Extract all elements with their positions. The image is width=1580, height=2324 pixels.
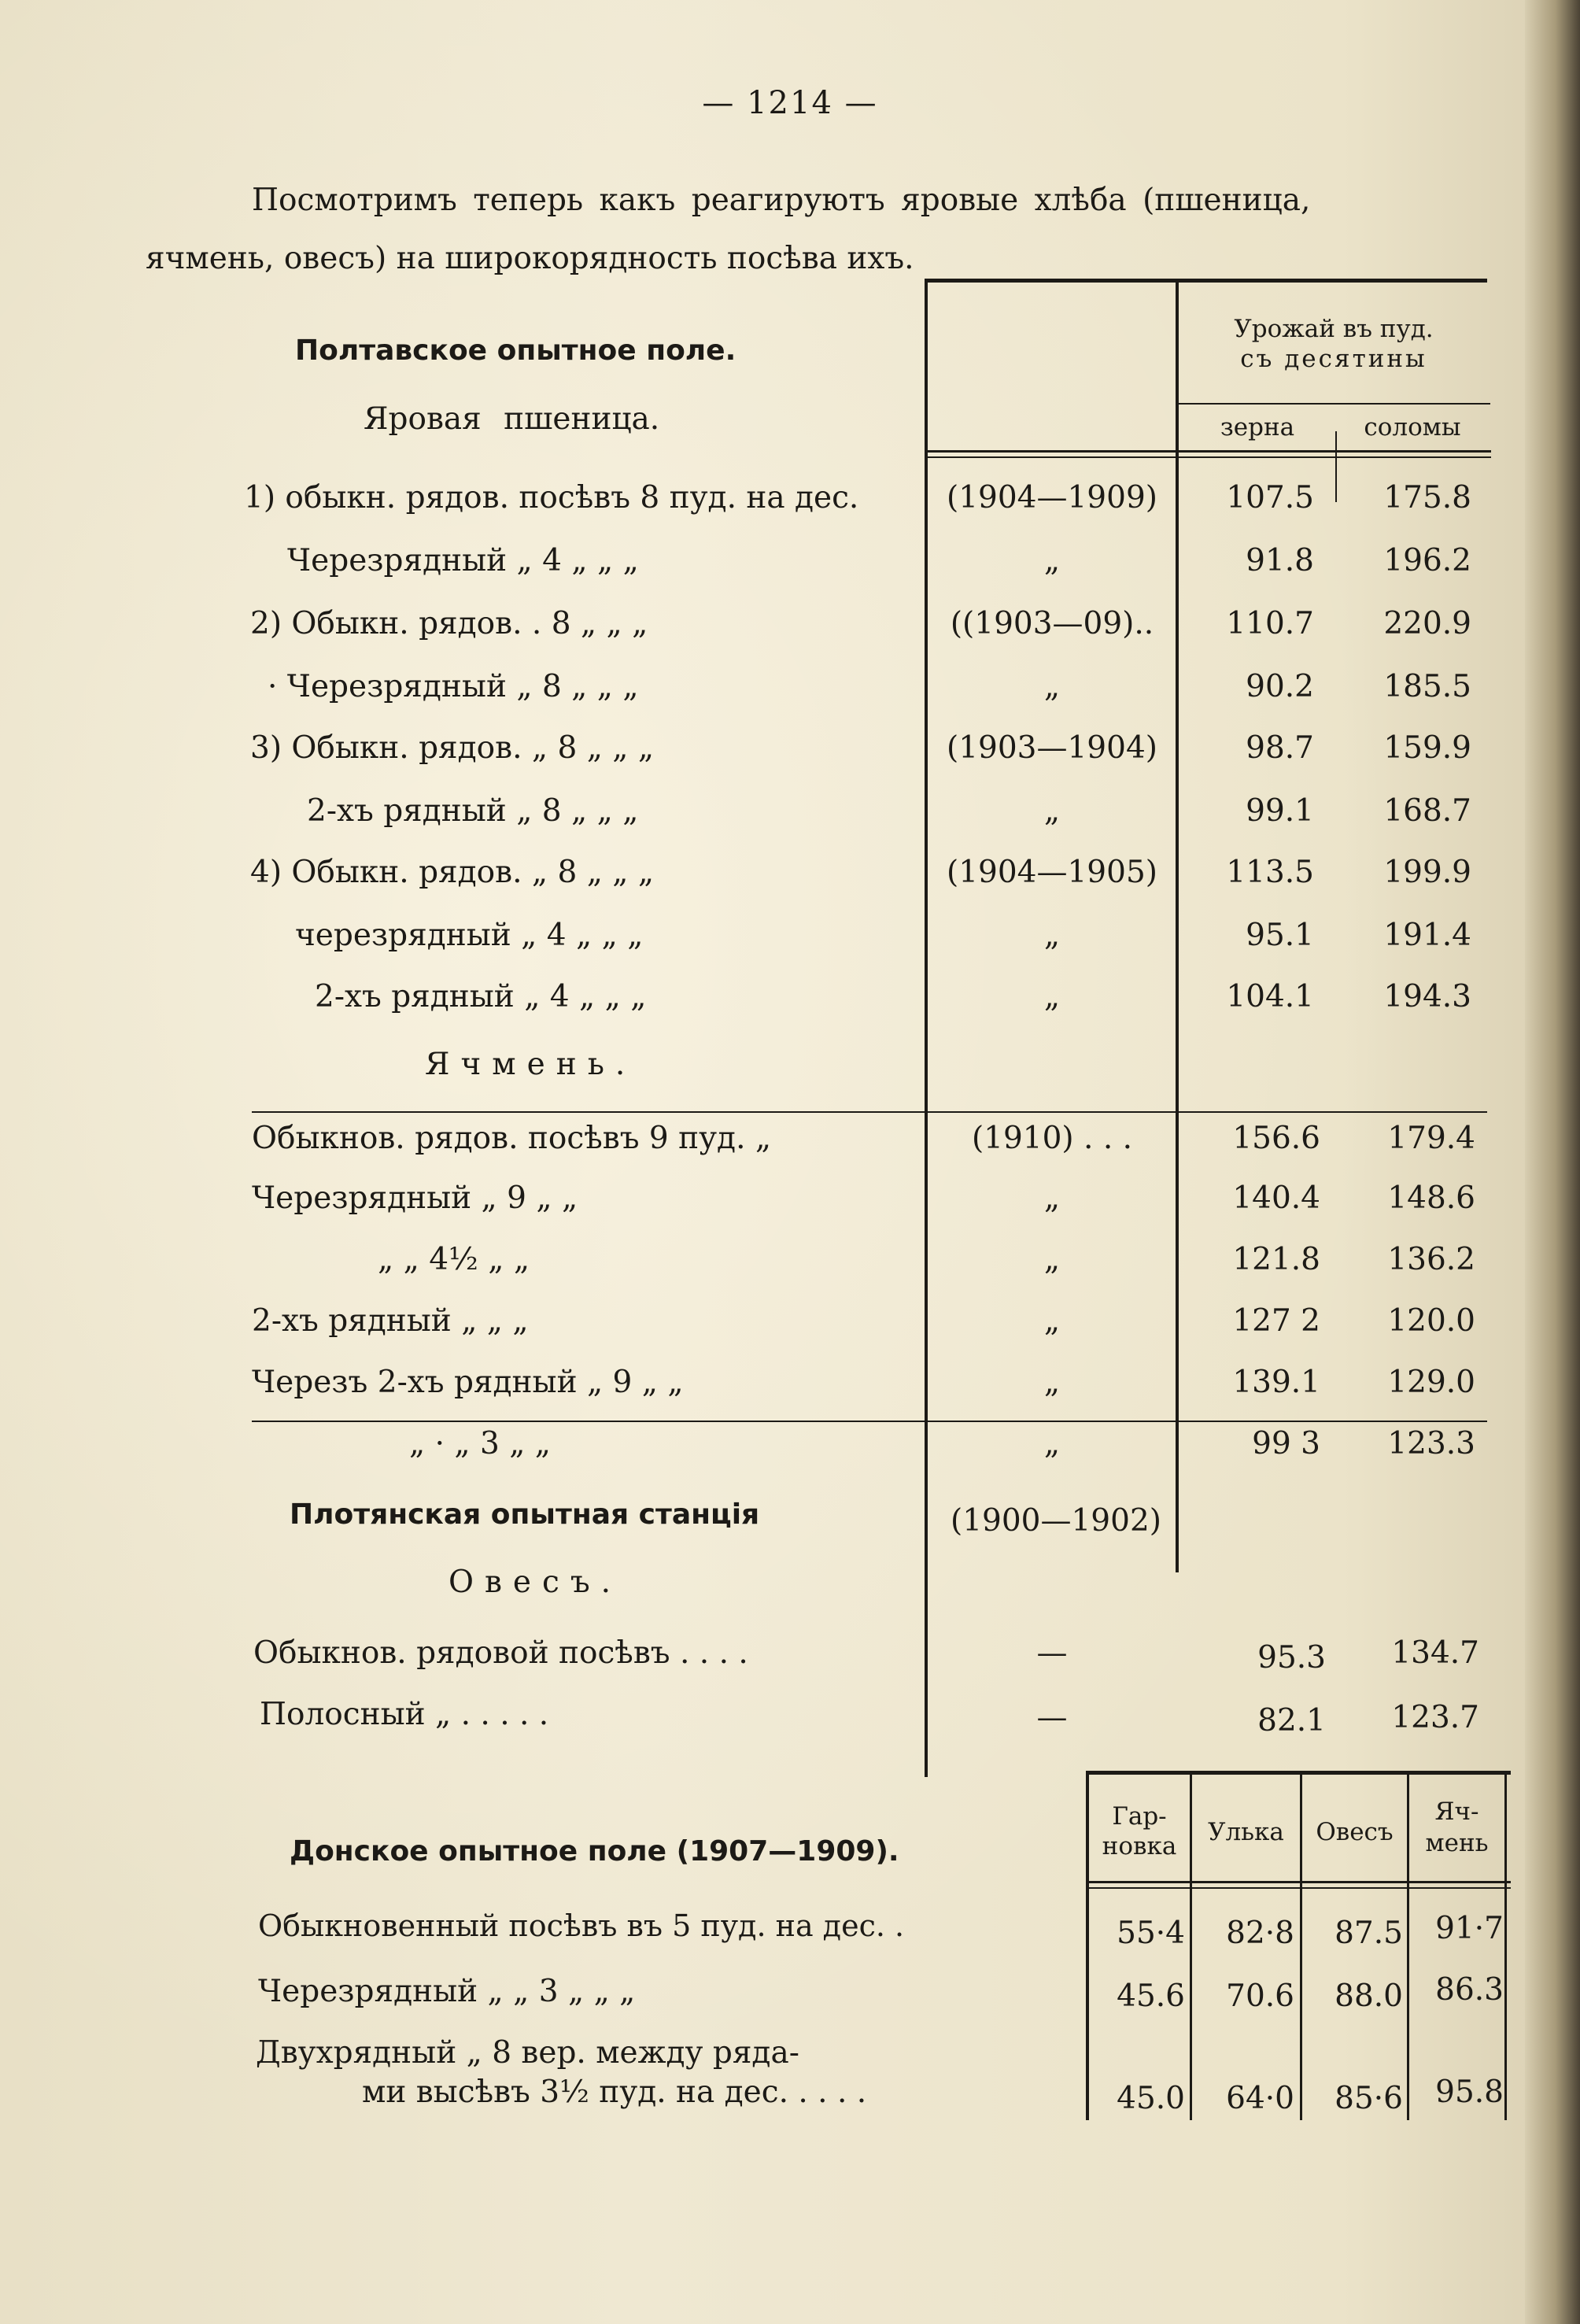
table-row-straw: 220.9 xyxy=(1383,606,1471,641)
table-row-straw: 134.7 xyxy=(1391,1635,1479,1671)
table-row-grain: 121.8 xyxy=(1232,1242,1320,1277)
table-row-straw: 191.4 xyxy=(1383,918,1471,953)
table-row-straw: 123.7 xyxy=(1391,1700,1479,1735)
intro-line-1: Посмотримъ теперь какъ реагируютъ яровые хлѣба (пшеница, xyxy=(252,183,1311,218)
table-row-grain: 99.1 xyxy=(1246,793,1314,829)
table-row-grain: 110.7 xyxy=(1226,606,1314,641)
table-row-straw: 129.0 xyxy=(1387,1365,1475,1400)
table-row-period: „ xyxy=(1043,1242,1061,1277)
table1-divider-period xyxy=(925,282,928,1777)
subsection-oats: Овесъ. xyxy=(449,1565,622,1600)
column-header-barley-2: мень xyxy=(1425,1829,1489,1857)
section-title-don: Донское опытное поле (1907—1909). xyxy=(290,1835,899,1868)
table2-right-border xyxy=(1504,1774,1507,2120)
table-row-label: „ „ 4½ „ „ xyxy=(378,1242,530,1277)
table-row-period: „ xyxy=(1043,669,1061,704)
table-row-label: 3) Обыкн. рядов. „ 8 „ „ „ xyxy=(250,730,655,766)
table-cell-barley: 91·7 xyxy=(1435,1911,1504,1946)
table-row-grain: 107.5 xyxy=(1226,480,1314,515)
table1-divider-yield xyxy=(1176,282,1179,1572)
table-row-grain: 104.1 xyxy=(1226,979,1314,1014)
table-row-grain: 139.1 xyxy=(1232,1365,1320,1400)
table-row-label: Обыкнов. рядовой посѣвъ . . . . xyxy=(253,1635,748,1671)
table-row-label: Обыкнов. рядов. посѣвъ 9 пуд. „ xyxy=(252,1121,772,1156)
table-row-period: „ xyxy=(1043,1426,1061,1461)
table-row-grain: 90.2 xyxy=(1246,669,1314,704)
table-row-label: Черезрядный „ 4 „ „ „ xyxy=(287,543,639,578)
table-row-label: 2) Обыкн. рядов. . 8 „ „ „ xyxy=(250,606,648,641)
table-row-period: (1910) . . . xyxy=(971,1121,1133,1156)
column-header-garnovka-2: новка xyxy=(1102,1832,1177,1860)
barley-bottom-rule xyxy=(252,1421,1487,1422)
table-row-grain: 113.5 xyxy=(1226,855,1314,890)
table2-top-border xyxy=(1086,1771,1511,1775)
yield-header-line-2: съ десятины xyxy=(1240,345,1427,373)
column-header-grain: зерна xyxy=(1220,413,1295,442)
table-row-straw: 199.9 xyxy=(1383,855,1471,890)
table-row-grain: 98.7 xyxy=(1246,730,1314,766)
table-row-label: Двухрядный „ 8 вер. между ряда- xyxy=(256,2035,799,2071)
column-header-oats: Овесъ xyxy=(1316,1818,1394,1846)
page-number: — 1214 — xyxy=(702,85,878,121)
table-row-grain: 140.4 xyxy=(1232,1180,1320,1216)
column-header-ulka: Улька xyxy=(1208,1818,1284,1846)
table-row-straw: 179.4 xyxy=(1387,1121,1475,1156)
table-row-period: (1903—1904) xyxy=(947,730,1157,766)
table-row-straw: 175.8 xyxy=(1383,480,1471,515)
table-row-straw: 123.3 xyxy=(1387,1426,1475,1461)
table-row-label: 2-хъ рядный „ „ „ xyxy=(252,1303,529,1339)
table-row-period: ((1903—09).. xyxy=(950,606,1154,641)
table-row-period: „ xyxy=(1043,979,1061,1014)
intro-line-2: ячмень, овесъ) на широкорядность посѣва ихъ. xyxy=(146,241,914,276)
table-cell-ulka: 70.6 xyxy=(1226,1979,1294,2014)
section-title-plotyanskaya: Плотянская опытная станція xyxy=(290,1498,760,1531)
table-row-grain: 95.3 xyxy=(1257,1640,1326,1676)
table2-col-divider-3 xyxy=(1407,1774,1409,2120)
table-row-period: (1904—1905) xyxy=(947,855,1157,890)
column-header-straw: соломы xyxy=(1364,413,1461,442)
table-row-period: „ xyxy=(1043,1303,1061,1339)
table-row-period: „ xyxy=(1043,543,1061,578)
table-row-label: Полосный „ . . . . . xyxy=(260,1697,549,1732)
table-row-straw: 136.2 xyxy=(1387,1242,1475,1277)
table2-header-bottom xyxy=(1086,1881,1511,1883)
table-row-period: — xyxy=(1036,1635,1068,1671)
column-header-barley-1: Яч- xyxy=(1434,1797,1479,1826)
table-cell-garnovka: 45.0 xyxy=(1117,2081,1185,2116)
table-row-label: 2-хъ рядный „ 8 „ „ „ xyxy=(307,793,639,829)
table-row-label: · Черезрядный „ 8 „ „ „ xyxy=(268,669,639,704)
subsection-spring-wheat: Яровая пшеница. xyxy=(364,401,660,437)
table-row-grain: 156.6 xyxy=(1232,1121,1320,1156)
table-row-straw: 196.2 xyxy=(1383,543,1471,578)
table-row-straw: 194.3 xyxy=(1383,979,1471,1014)
section2-period: (1900—1902) xyxy=(951,1503,1161,1539)
table-cell-oats: 85·6 xyxy=(1335,2081,1403,2116)
table-row-period: „ xyxy=(1043,918,1061,953)
subsection-barley: Ячмень. xyxy=(425,1047,637,1082)
table-cell-ulka: 82·8 xyxy=(1226,1916,1294,1951)
table-row-straw: 185.5 xyxy=(1383,669,1471,704)
table-cell-garnovka: 45.6 xyxy=(1117,1979,1185,2014)
table-row-period: — xyxy=(1036,1700,1068,1735)
table-row-label: Черезъ 2-хъ рядный „ 9 „ „ xyxy=(252,1365,684,1400)
table-cell-barley: 95.8 xyxy=(1435,2075,1504,2110)
table-row-label: Обыкновенный посѣвъ въ 5 пуд. на дес. . xyxy=(258,1908,905,1943)
table-cell-garnovka: 55·4 xyxy=(1117,1916,1185,1951)
table1-divider-grain-straw xyxy=(1335,431,1337,502)
table-row-period: „ xyxy=(1043,1365,1061,1400)
table1-header-bottom xyxy=(925,450,1491,453)
section-title-poltava: Полтавское опытное поле. xyxy=(295,334,736,367)
book-spine-shadow xyxy=(1525,0,1580,2324)
table1-top-border xyxy=(925,279,1487,283)
table2-header-bottom-2 xyxy=(1086,1887,1511,1889)
table-row-label-continued: ми высѣвъ 3½ пуд. на дес. . . . . xyxy=(362,2075,867,2110)
table-row-straw: 148.6 xyxy=(1387,1180,1475,1216)
table1-header-subline xyxy=(1176,403,1490,405)
table-row-label: 2-хъ рядный „ 4 „ „ „ xyxy=(315,979,647,1014)
table-row-straw: 120.0 xyxy=(1387,1303,1475,1339)
table-row-period: „ xyxy=(1043,1180,1061,1216)
table-row-grain: 127 2 xyxy=(1232,1303,1320,1339)
column-header-garnovka-1: Гар- xyxy=(1112,1802,1167,1831)
table-row-label: Черезрядный „ 9 „ „ xyxy=(252,1180,578,1216)
table-row-label: черезрядный „ 4 „ „ „ xyxy=(295,918,644,953)
table-row-straw: 159.9 xyxy=(1383,730,1471,766)
table-row-label: „ · „ 3 „ „ xyxy=(409,1426,552,1461)
table-row-straw: 168.7 xyxy=(1383,793,1471,829)
table-row-label: 4) Обыкн. рядов. „ 8 „ „ „ xyxy=(250,855,655,890)
table1-header-bottom-2 xyxy=(925,456,1491,458)
table-cell-oats: 88.0 xyxy=(1335,1979,1403,2014)
table-row-grain: 99 3 xyxy=(1252,1426,1320,1461)
table-row-label: 1) обыкн. рядов. посѣвъ 8 пуд. на дес. xyxy=(244,480,859,515)
table-row-period: (1904—1909) xyxy=(947,480,1157,515)
table-cell-ulka: 64·0 xyxy=(1226,2081,1294,2116)
yield-header-line-1: Урожай въ пуд. xyxy=(1234,315,1434,343)
table-cell-barley: 86.3 xyxy=(1435,1972,1504,2008)
barley-top-rule xyxy=(252,1111,1487,1113)
table-row-grain: 82.1 xyxy=(1257,1703,1326,1738)
table-row-grain: 95.1 xyxy=(1246,918,1314,953)
table-row-grain: 91.8 xyxy=(1246,543,1314,578)
table-row-label: Черезрядный „ „ 3 „ „ „ xyxy=(258,1974,636,2009)
table-cell-oats: 87.5 xyxy=(1335,1916,1403,1951)
table-row-period: „ xyxy=(1043,793,1061,829)
